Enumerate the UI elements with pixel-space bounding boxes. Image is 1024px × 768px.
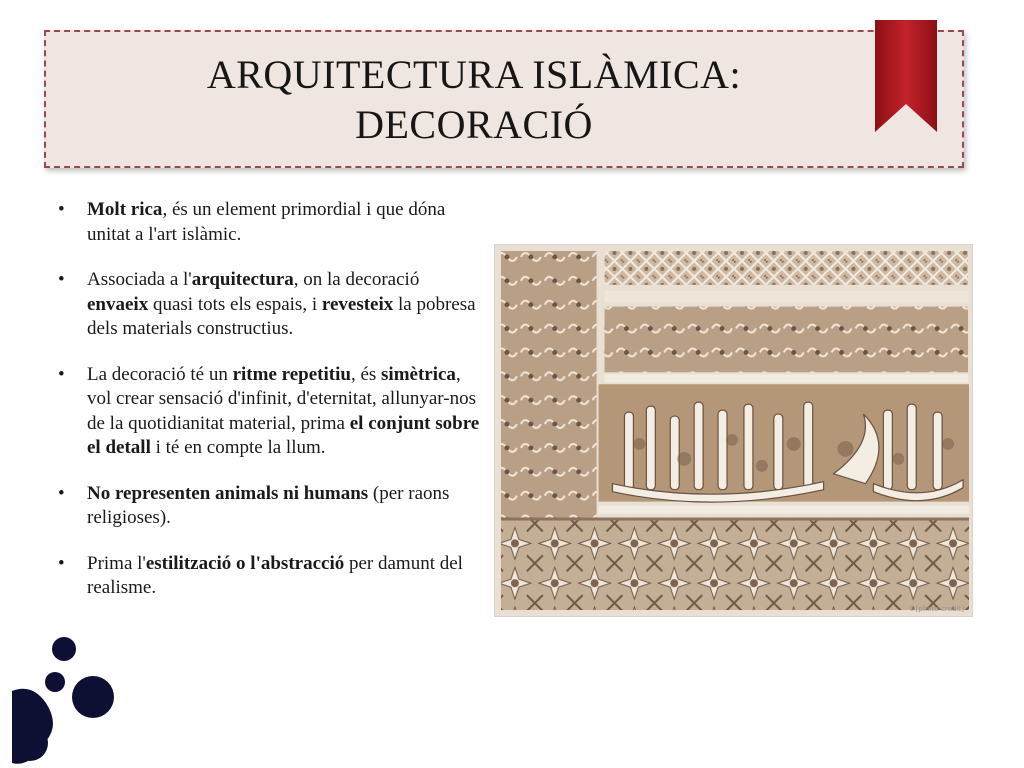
ink-blot-decoration bbox=[0, 625, 130, 768]
slide-title bbox=[46, 50, 902, 150]
bullet-item: • Prima l'estilització o l'abstracció per damunt del realisme. bbox=[52, 552, 482, 601]
bullet-item: • La decoració té un ritme repetitiu, és simètrica, vol crear sensació d'infinit, d'eternitat, allunyar-nos de la quotidianitat material, prima el conjunt sobre el detall i té en compte la llum. bbox=[52, 363, 482, 461]
title-line-2: DECORACIÓ bbox=[355, 102, 593, 147]
bullet-item: • Molt rica, és un element primordial i que dóna unitat a l'art islàmic. bbox=[52, 198, 482, 247]
title-box bbox=[44, 30, 964, 168]
bullet-item: • Associada a l'arquitectura, on la decoració envaeix quasi tots els espais, i revesteix la pobresa dels materials constructius. bbox=[52, 268, 482, 342]
photo-watermark: ©[photo-credit] bbox=[908, 605, 964, 613]
bullet-item: • No representen animals ni humans (per raons religioses). bbox=[52, 482, 482, 531]
stucco-calligraphy-photo bbox=[494, 244, 973, 617]
title-line-1: ARQUITECTURA ISLÀMICA: bbox=[206, 52, 742, 97]
bullet-list bbox=[52, 198, 482, 622]
bookmark-ribbon-icon bbox=[875, 20, 937, 132]
photo-illustration bbox=[495, 245, 972, 616]
